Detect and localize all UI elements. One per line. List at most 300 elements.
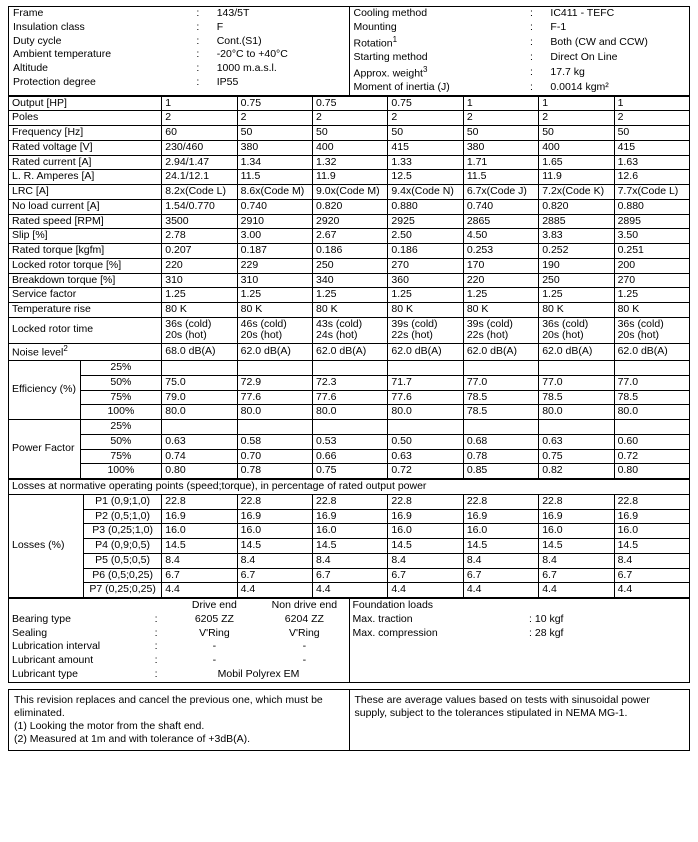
- header-right-cell: [349, 7, 690, 96]
- footnote-marker: 3: [422, 64, 428, 74]
- spec-label: Rated speed [RPM]: [9, 214, 162, 229]
- spec-value: 415: [614, 140, 689, 155]
- header-value: -20°C to +40°C: [216, 48, 288, 61]
- header-label: Insulation class: [13, 20, 85, 33]
- efficiency-value: 80.0: [539, 405, 614, 420]
- losses-value: 4.4: [313, 583, 388, 598]
- power-factor-value: 0.80: [162, 464, 237, 479]
- spec-value: 170: [463, 258, 538, 273]
- notes-left: This revision replaces and cancel the previous one, which must be eliminated. (1) Looking the motor from the shaft end. (2) Measured at 1m and with tolerance of +3dB(A).: [9, 689, 350, 751]
- spec-value: 2: [162, 111, 237, 126]
- losses-value: 8.4: [237, 553, 312, 568]
- spec-value: 2: [237, 111, 312, 126]
- spec-value: 3500: [162, 214, 237, 229]
- spec-value: 8.6x(Code M): [237, 185, 312, 200]
- losses-row: [9, 539, 690, 554]
- footnote-marker: 1: [392, 34, 398, 44]
- notes-block: [8, 689, 690, 752]
- bearing-colon: :: [154, 667, 158, 680]
- spec-value: 50: [539, 126, 614, 141]
- efficiency-row: [9, 405, 690, 420]
- spec-value: 60: [162, 126, 237, 141]
- spec-value: 3.00: [237, 229, 312, 244]
- spec-value: 50: [388, 126, 463, 141]
- spec-value: 1.71: [463, 155, 538, 170]
- header-value: 143/5T: [216, 7, 250, 19]
- power-factor-value: [614, 420, 689, 435]
- losses-value: 16.9: [614, 509, 689, 524]
- spec-value: 2: [388, 111, 463, 126]
- losses-value: 14.5: [539, 539, 614, 554]
- spec-value: 9.4x(Code N): [388, 185, 463, 200]
- spec-value: 6.7x(Code J): [463, 185, 538, 200]
- efficiency-value: [539, 361, 614, 376]
- bearing-non-drive-end-value: -: [302, 640, 307, 653]
- bearing-row: [9, 640, 349, 654]
- foundation-spacer: [526, 654, 689, 668]
- efficiency-percent: 100%: [80, 405, 162, 420]
- spec-value: 24.1/12.1: [162, 170, 237, 185]
- spec-label: Service factor: [9, 288, 162, 303]
- spec-value: 1.25: [463, 288, 538, 303]
- header-value: F-1: [550, 20, 567, 33]
- header-label: Frame: [13, 7, 44, 19]
- foundation-spacer: [350, 668, 527, 682]
- power-factor-row: [9, 464, 690, 479]
- spec-value: 2: [463, 111, 538, 126]
- foundation-spacer-row: [350, 640, 690, 654]
- bearing-label: Lubricant type: [12, 667, 78, 680]
- spec-label: Rated current [A]: [9, 155, 162, 170]
- spec-value: 36s (cold) 20s (hot): [162, 317, 237, 343]
- bearing-col-header: [152, 599, 169, 613]
- losses-value: 14.5: [313, 539, 388, 554]
- power-factor-percent: 25%: [80, 420, 162, 435]
- spec-value: 0.251: [614, 244, 689, 259]
- spec-value: 0.75: [237, 96, 312, 111]
- spec-row: [9, 317, 690, 343]
- losses-value: 22.8: [313, 494, 388, 509]
- losses-value: 8.4: [539, 553, 614, 568]
- spec-value: 1: [614, 96, 689, 111]
- losses-value: 16.0: [162, 524, 237, 539]
- spec-value: 0.75: [388, 96, 463, 111]
- efficiency-value: 77.0: [463, 375, 538, 390]
- header-colon: :: [530, 50, 533, 63]
- spec-value: 80 K: [162, 303, 237, 318]
- losses-row: [9, 509, 690, 524]
- power-factor-value: [539, 420, 614, 435]
- efficiency-value: 78.5: [463, 405, 538, 420]
- header-colon: :: [196, 62, 200, 74]
- spec-value: 270: [614, 273, 689, 288]
- header-label: Protection degree: [13, 75, 96, 88]
- losses-row: [9, 553, 690, 568]
- efficiency-row: [9, 375, 690, 390]
- losses-value: 4.4: [162, 583, 237, 598]
- efficiency-value: 78.5: [539, 390, 614, 405]
- bearing-non-drive-end-value: 6204 ZZ: [284, 612, 324, 625]
- header-colon: :: [196, 20, 200, 33]
- efficiency-value: 77.6: [388, 390, 463, 405]
- spec-label: No load current [A]: [9, 199, 162, 214]
- bearing-row: [9, 668, 349, 682]
- spec-row: [9, 170, 690, 185]
- header-colon: :: [196, 75, 200, 88]
- power-factor-percent: 75%: [80, 449, 162, 464]
- spec-value: 0.187: [237, 244, 312, 259]
- power-factor-value: 0.66: [313, 449, 388, 464]
- foundation-label: Max. traction: [352, 612, 413, 625]
- losses-value: 8.4: [388, 553, 463, 568]
- spec-value: 2895: [614, 214, 689, 229]
- bearing-row: [9, 627, 349, 641]
- spec-value: 2910: [237, 214, 312, 229]
- bearing-colon: :: [154, 640, 158, 653]
- power-factor-percent: 50%: [80, 434, 162, 449]
- foundation-cell: [349, 599, 690, 683]
- spec-value: 80 K: [237, 303, 312, 318]
- power-factor-value: [313, 420, 388, 435]
- losses-value: 4.4: [237, 583, 312, 598]
- spec-value: 200: [614, 258, 689, 273]
- spec-row: [9, 96, 690, 111]
- spec-value: 250: [539, 273, 614, 288]
- header-row: [9, 48, 349, 62]
- power-factor-value: [463, 420, 538, 435]
- spec-value: 80 K: [313, 303, 388, 318]
- spec-value: 1.63: [614, 155, 689, 170]
- spec-value: 2.50: [388, 229, 463, 244]
- spec-value: 415: [388, 140, 463, 155]
- spec-value: 62.0 dB(A): [313, 343, 388, 360]
- losses-value: 8.4: [313, 553, 388, 568]
- spec-value: 36s (cold) 20s (hot): [614, 317, 689, 343]
- bearing-table: [9, 599, 349, 682]
- efficiency-percent: 50%: [80, 375, 162, 390]
- header-label: Duty cycle: [13, 34, 62, 47]
- power-factor-value: 0.85: [463, 464, 538, 479]
- spec-value: 3.50: [614, 229, 689, 244]
- spec-value: 2920: [313, 214, 388, 229]
- spec-value: 62.0 dB(A): [539, 343, 614, 360]
- power-factor-value: 0.78: [237, 464, 312, 479]
- power-factor-value: 0.63: [388, 449, 463, 464]
- header-label: Starting method: [353, 50, 428, 63]
- spec-value: 1.25: [388, 288, 463, 303]
- header-colon: :: [196, 7, 200, 19]
- losses-value: 4.4: [463, 583, 538, 598]
- losses-value: 16.0: [614, 524, 689, 539]
- losses-value: 4.4: [614, 583, 689, 598]
- header-value: IP55: [216, 75, 239, 88]
- efficiency-value: 80.0: [237, 405, 312, 420]
- losses-value: 16.0: [539, 524, 614, 539]
- spec-value: 62.0 dB(A): [614, 343, 689, 360]
- power-factor-value: [237, 420, 312, 435]
- losses-group-label: Losses (%): [9, 494, 84, 597]
- spec-value: 380: [463, 140, 538, 155]
- spec-row: [9, 273, 690, 288]
- losses-value: 14.5: [237, 539, 312, 554]
- header-colon: :: [530, 7, 533, 19]
- power-factor-value: 0.63: [162, 434, 237, 449]
- spec-value: 9.0x(Code M): [313, 185, 388, 200]
- losses-point-label: P6 (0,5;0,25): [83, 568, 161, 583]
- efficiency-value: 79.0: [162, 390, 237, 405]
- losses-value: 6.7: [237, 568, 312, 583]
- spec-value: 1.54/0.770: [162, 199, 237, 214]
- power-factor-value: 0.50: [388, 434, 463, 449]
- losses-value: 8.4: [162, 553, 237, 568]
- power-factor-value: [162, 420, 237, 435]
- header-value: F: [216, 20, 224, 33]
- spec-value: 3.83: [539, 229, 614, 244]
- spec-value: 62.0 dB(A): [237, 343, 312, 360]
- header-label: Moment of inertia (J): [353, 80, 450, 93]
- spec-value: 12.6: [614, 170, 689, 185]
- spec-value: 0.880: [388, 199, 463, 214]
- losses-point-label: P2 (0,5;1,0): [83, 509, 161, 524]
- efficiency-value: 77.6: [313, 390, 388, 405]
- spec-value: 190: [539, 258, 614, 273]
- header-value: 0.0014 kgm²: [550, 80, 609, 93]
- spec-value: 50: [237, 126, 312, 141]
- spec-value: 0.186: [313, 244, 388, 259]
- efficiency-value: 77.0: [614, 375, 689, 390]
- spec-value: 310: [162, 273, 237, 288]
- efficiency-value: 78.5: [614, 390, 689, 405]
- power-factor-value: 0.78: [463, 449, 538, 464]
- spec-value: 80 K: [463, 303, 538, 318]
- bearing-label: Lubricant amount: [12, 654, 94, 667]
- header-row: [350, 35, 690, 51]
- spec-row: [9, 258, 690, 273]
- bearing-cell: [9, 599, 350, 683]
- spec-value: 50: [313, 126, 388, 141]
- power-factor-value: 0.75: [539, 449, 614, 464]
- header-row: [350, 81, 690, 95]
- spec-row: [9, 155, 690, 170]
- spec-value: 46s (cold) 20s (hot): [237, 317, 312, 343]
- losses-value: 16.0: [237, 524, 312, 539]
- bearing-non-drive-end-value: -: [302, 654, 307, 667]
- spec-value: 50: [463, 126, 538, 141]
- spec-value: 0.820: [313, 199, 388, 214]
- spec-value: 380: [237, 140, 312, 155]
- bearing-header-row: [9, 599, 349, 613]
- spec-value: 1.33: [388, 155, 463, 170]
- header-colon: :: [530, 65, 533, 78]
- losses-table: [8, 479, 690, 598]
- spec-value: 2.94/1.47: [162, 155, 237, 170]
- power-factor-value: 0.63: [539, 434, 614, 449]
- power-factor-value: [388, 420, 463, 435]
- spec-label: Frequency [Hz]: [9, 126, 162, 141]
- bearing-foundation-block: [8, 598, 690, 683]
- losses-value: 8.4: [614, 553, 689, 568]
- losses-value: 6.7: [162, 568, 237, 583]
- spec-value: 310: [237, 273, 312, 288]
- bearing-col-header: [9, 599, 152, 613]
- foundation-value: : 10 kgf: [529, 612, 564, 625]
- losses-row: [9, 583, 690, 598]
- spec-value: 400: [539, 140, 614, 155]
- efficiency-row: [9, 361, 690, 376]
- efficiency-value: 77.0: [539, 375, 614, 390]
- power-factor-group-label: Power Factor: [9, 420, 81, 479]
- spec-row: [9, 244, 690, 259]
- header-value: Direct On Line: [550, 50, 618, 63]
- spec-value: 8.2x(Code L): [162, 185, 237, 200]
- spec-value: 0.75: [313, 96, 388, 111]
- power-factor-value: 0.72: [388, 464, 463, 479]
- spec-value: 230/460: [162, 140, 237, 155]
- efficiency-row: [9, 390, 690, 405]
- losses-value: 16.0: [313, 524, 388, 539]
- header-label: Cooling method: [353, 7, 428, 19]
- losses-point-label: P1 (0,9;1,0): [83, 494, 161, 509]
- header-row: [9, 62, 349, 76]
- losses-value: 8.4: [463, 553, 538, 568]
- spec-label: Slip [%]: [9, 229, 162, 244]
- losses-row: [9, 568, 690, 583]
- spec-value: 7.7x(Code L): [614, 185, 689, 200]
- spec-value: 2: [313, 111, 388, 126]
- spec-label: L. R. Amperes [A]: [9, 170, 162, 185]
- spec-value: 2: [614, 111, 689, 126]
- spec-value: 1.25: [162, 288, 237, 303]
- efficiency-value: 80.0: [388, 405, 463, 420]
- foundation-spacer-row: [350, 668, 690, 682]
- losses-value: 16.9: [162, 509, 237, 524]
- bearing-row: [9, 613, 349, 627]
- foundation-spacer: [526, 640, 689, 654]
- header-left-table: [9, 7, 349, 90]
- losses-value: 16.9: [313, 509, 388, 524]
- power-factor-row: [9, 434, 690, 449]
- spec-value: 0.880: [614, 199, 689, 214]
- spec-label: Rated torque [kgfm]: [9, 244, 162, 259]
- efficiency-value: [162, 361, 237, 376]
- spec-value: 68.0 dB(A): [162, 343, 237, 360]
- header-value: 1000 m.a.s.l.: [216, 62, 277, 74]
- efficiency-value: 80.0: [162, 405, 237, 420]
- header-colon: :: [196, 48, 200, 61]
- foundation-title-row: [350, 599, 690, 613]
- losses-point-label: P3 (0,25;1,0): [83, 524, 161, 539]
- bearing-col-header: Drive end: [191, 599, 237, 612]
- spec-value: 39s (cold) 22s (hot): [463, 317, 538, 343]
- spec-value: 11.9: [539, 170, 614, 185]
- spec-value: 1: [539, 96, 614, 111]
- spec-value: 2.67: [313, 229, 388, 244]
- spec-row: [9, 214, 690, 229]
- spec-value: 62.0 dB(A): [388, 343, 463, 360]
- header-left-cell: [9, 7, 350, 96]
- bearing-colon: :: [154, 612, 158, 625]
- header-colon: :: [530, 20, 533, 33]
- losses-value: 6.7: [313, 568, 388, 583]
- power-factor-value: 0.70: [237, 449, 312, 464]
- spec-value: 1.34: [237, 155, 312, 170]
- losses-value: 22.8: [237, 494, 312, 509]
- header-value: Both (CW and CCW): [550, 35, 648, 48]
- efficiency-value: 77.6: [237, 390, 312, 405]
- losses-point-label: P5 (0,5;0,5): [83, 553, 161, 568]
- spec-value: 2865: [463, 214, 538, 229]
- losses-row: [9, 524, 690, 539]
- losses-value: 14.5: [614, 539, 689, 554]
- bearing-drive-end-value: -: [212, 640, 217, 653]
- losses-value: 6.7: [463, 568, 538, 583]
- spec-value: 43s (cold) 24s (hot): [313, 317, 388, 343]
- power-factor-value: 0.58: [237, 434, 312, 449]
- spec-value: 39s (cold) 22s (hot): [388, 317, 463, 343]
- foundation-title: Foundation loads: [352, 599, 434, 612]
- header-row: [9, 35, 349, 49]
- losses-title: Losses at normative operating points (speed;torque), in percentage of rated output power: [9, 480, 690, 495]
- spec-row: [9, 126, 690, 141]
- losses-value: 16.0: [463, 524, 538, 539]
- losses-value: 16.9: [539, 509, 614, 524]
- efficiency-group-label: Efficiency (%): [9, 361, 81, 420]
- header-colon: :: [196, 34, 200, 47]
- power-factor-value: 0.68: [463, 434, 538, 449]
- power-factor-percent: 100%: [80, 464, 162, 479]
- spec-value: 7.2x(Code K): [539, 185, 614, 200]
- foundation-row: [350, 627, 690, 641]
- foundation-spacer-row: [350, 654, 690, 668]
- header-colon: :: [530, 35, 533, 48]
- spec-label: Temperature rise: [9, 303, 162, 318]
- losses-point-label: P4 (0,9;0,5): [83, 539, 161, 554]
- header-value: Cont.(S1): [216, 34, 262, 47]
- spec-value: 50: [614, 126, 689, 141]
- power-factor-value: 0.75: [313, 464, 388, 479]
- foundation-spacer: [350, 654, 527, 668]
- footnote-marker: 2: [63, 343, 68, 353]
- header-row: [9, 21, 349, 35]
- spec-value: 0.253: [463, 244, 538, 259]
- efficiency-value: [388, 361, 463, 376]
- spec-label: Breakdown torque [%]: [9, 273, 162, 288]
- efficiency-value: 72.3: [313, 375, 388, 390]
- spec-row: [9, 288, 690, 303]
- spec-value: 11.9: [313, 170, 388, 185]
- losses-value: 22.8: [388, 494, 463, 509]
- spec-value: 400: [313, 140, 388, 155]
- losses-value: 22.8: [162, 494, 237, 509]
- spec-value: 270: [388, 258, 463, 273]
- specifications-table: [8, 96, 690, 480]
- spec-value: 1.65: [539, 155, 614, 170]
- losses-value: 16.0: [388, 524, 463, 539]
- header-label: Ambient temperature: [13, 48, 112, 61]
- bearing-col-header: Non drive end: [271, 599, 338, 612]
- foundation-spacer: [350, 640, 527, 654]
- efficiency-percent: 75%: [80, 390, 162, 405]
- efficiency-value: 80.0: [614, 405, 689, 420]
- losses-value: 22.8: [614, 494, 689, 509]
- efficiency-percent: 25%: [80, 361, 162, 376]
- power-factor-value: 0.60: [614, 434, 689, 449]
- spec-value: 250: [313, 258, 388, 273]
- spec-row: [9, 199, 690, 214]
- losses-value: 16.9: [388, 509, 463, 524]
- power-factor-row: [9, 449, 690, 464]
- efficiency-value: 78.5: [463, 390, 538, 405]
